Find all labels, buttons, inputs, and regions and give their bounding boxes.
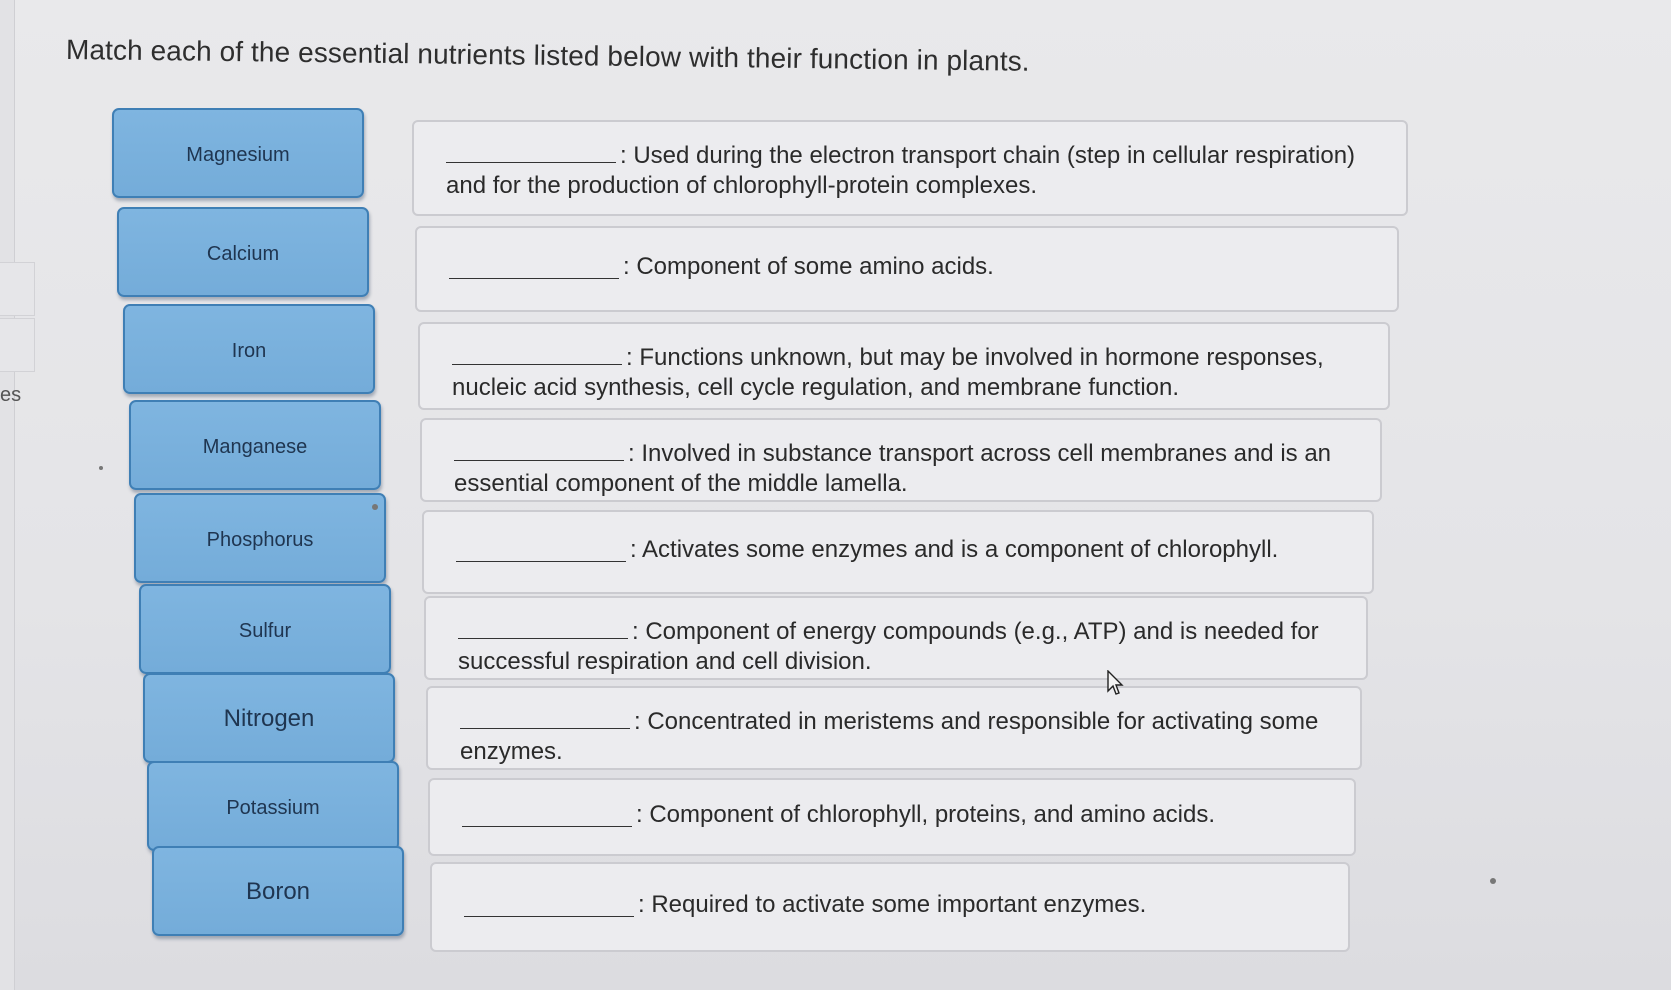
target-text: : Activates some enzymes and is a component of chlorophyll. — [630, 536, 1279, 563]
choice-manganese[interactable] — [129, 400, 381, 490]
answer-blank[interactable] — [460, 706, 630, 729]
target-text: : Component of some amino acids. — [623, 253, 994, 280]
choice-calcium[interactable] — [117, 207, 369, 297]
choice-label: Calcium — [206, 243, 280, 265]
choice-label: Boron — [245, 878, 311, 905]
target-text: : Involved in substance transport across cell membranes and is an essential component of the middle lamella. — [454, 440, 1332, 497]
choice-label: Manganese — [202, 436, 308, 458]
answer-blank[interactable] — [452, 342, 622, 365]
answer-blank[interactable] — [456, 539, 626, 562]
choice-label: Phosphorus — [206, 529, 314, 551]
mouse-pointer-icon — [1106, 670, 1124, 696]
answer-blank[interactable] — [462, 804, 632, 827]
choice-phosphorus[interactable] — [134, 493, 386, 583]
target-text: : Concentrated in meristems and responsible for activating some enzymes. — [460, 708, 1319, 765]
choice-label: Iron — [231, 340, 267, 362]
target-slot-1[interactable] — [412, 120, 1408, 216]
left-panel-tab — [0, 262, 35, 316]
choice-label: Potassium — [226, 797, 320, 819]
target-text: : Functions unknown, but may be involved in hormone responses, nucleic acid synthesis, cell cycle regulation, and membrane function. — [452, 344, 1324, 401]
choice-label: Nitrogen — [223, 705, 315, 732]
left-panel-tab — [0, 318, 35, 372]
answer-blank[interactable] — [446, 140, 616, 163]
target-slot-8[interactable] — [428, 778, 1356, 856]
choice-iron[interactable] — [123, 304, 375, 394]
target-slot-7[interactable] — [426, 686, 1362, 770]
left-panel-edge — [0, 0, 15, 990]
target-slot-6[interactable] — [424, 596, 1368, 680]
choice-label: Magnesium — [186, 144, 290, 166]
left-panel-text: es — [0, 384, 22, 406]
choice-sulfur[interactable] — [139, 584, 391, 674]
target-text: : Used during the electron transport chain (step in cellular respiration) and for the production of chlorophyll-protein complexes. — [446, 142, 1356, 199]
choice-boron[interactable] — [152, 846, 404, 936]
screen-speck — [99, 466, 103, 470]
target-text: : Required to activate some important enzymes. — [638, 891, 1147, 918]
choice-magnesium[interactable] — [112, 108, 364, 198]
choice-label: Sulfur — [238, 620, 292, 642]
target-slot-3[interactable] — [418, 322, 1390, 410]
screen-speck — [1490, 878, 1496, 884]
choice-potassium[interactable] — [147, 761, 399, 851]
target-text: : Component of energy compounds (e.g., ATP) and is needed for successful respiration and cell division. — [458, 618, 1319, 675]
target-slot-9[interactable] — [430, 862, 1350, 952]
answer-blank[interactable] — [464, 894, 634, 917]
answer-blank[interactable] — [454, 438, 624, 461]
answer-blank[interactable] — [449, 256, 619, 279]
choice-nitrogen[interactable] — [143, 673, 395, 763]
target-slot-4[interactable] — [420, 418, 1382, 502]
answer-blank[interactable] — [458, 616, 628, 639]
target-text: : Component of chlorophyll, proteins, and amino acids. — [636, 801, 1215, 828]
question-prompt: Match each of the essential nutrients listed below with their function in plants. — [65, 34, 1030, 77]
screen-speck — [372, 504, 378, 510]
target-slot-2[interactable] — [415, 226, 1399, 312]
target-slot-5[interactable] — [422, 510, 1374, 594]
